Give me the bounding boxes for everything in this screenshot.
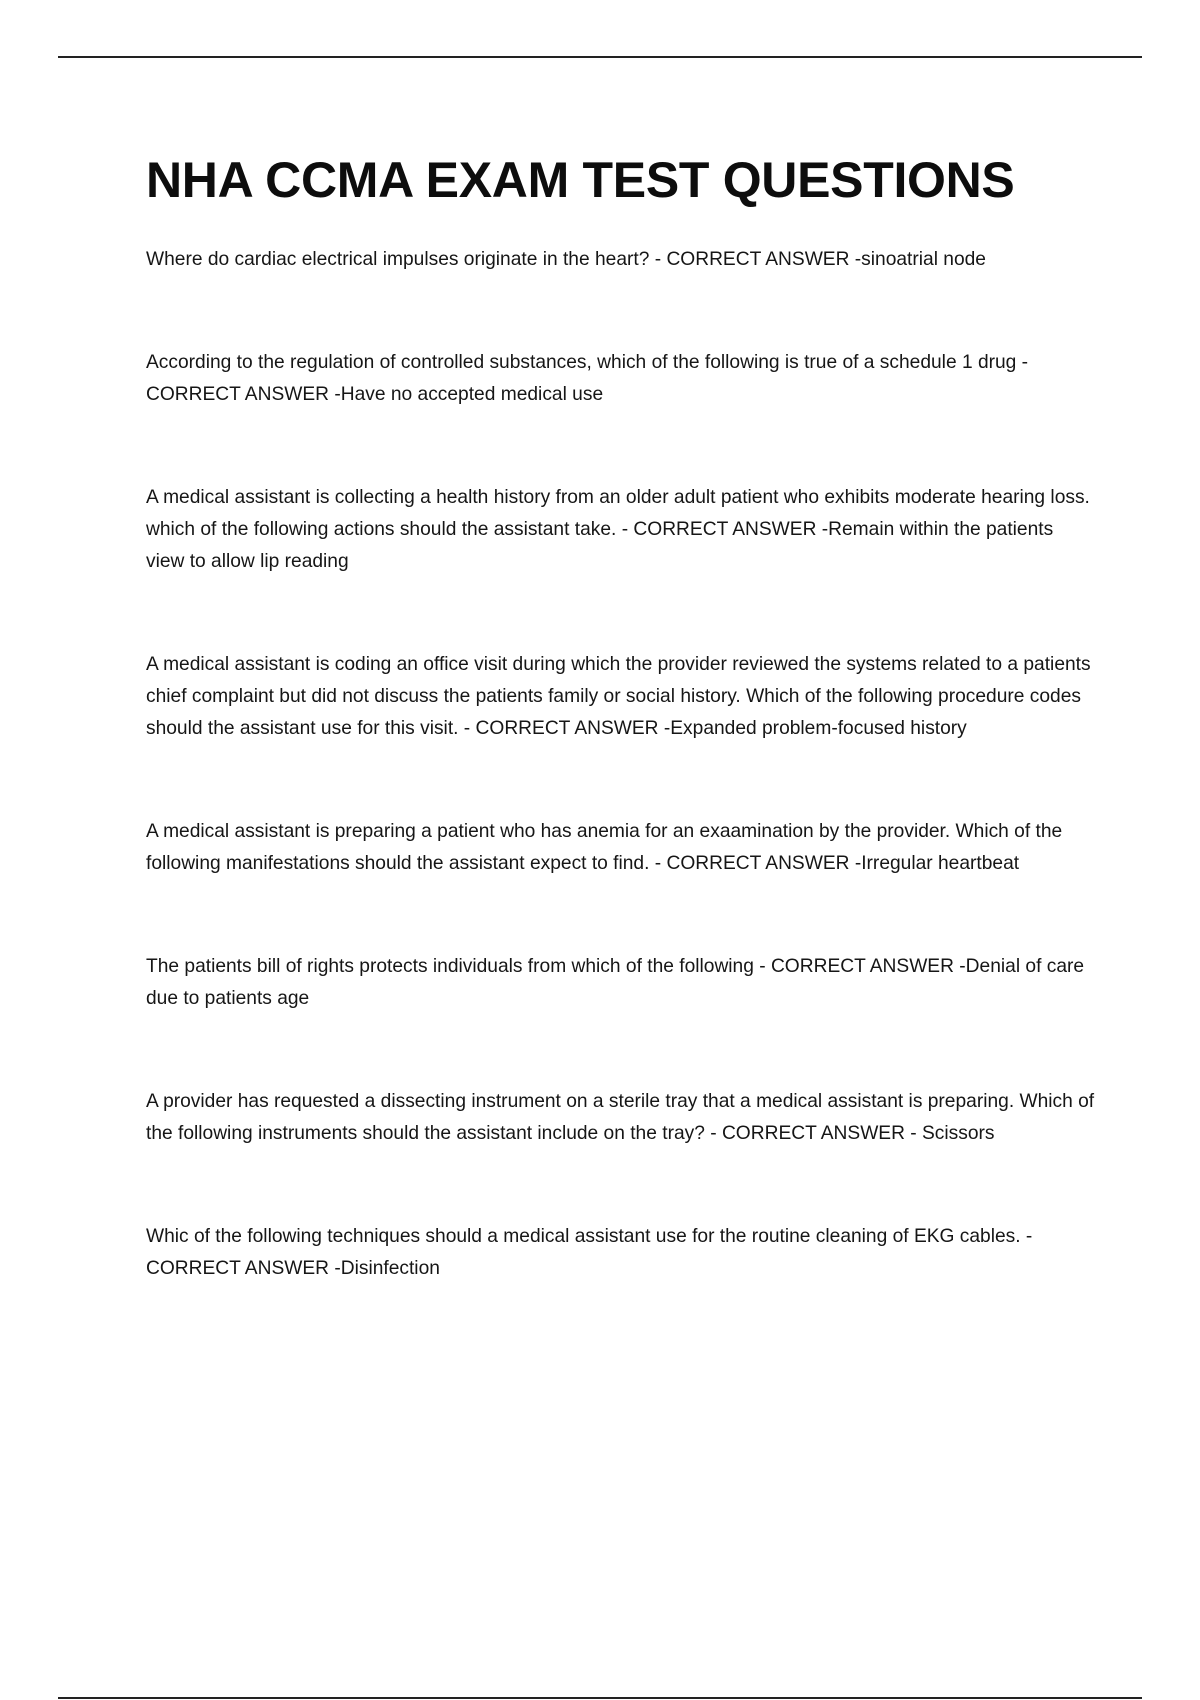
question-item: Whic of the following techniques should a medical assistant use for the routine cleaning of EKG cables. - CORRECT ANSWER -Disinfection: [146, 1226, 1033, 1279]
document-title: NHA CCMA EXAM TEST QUESTIONS: [146, 152, 1015, 208]
document-content: [146, 150, 1096, 1356]
question-item: According to the regulation of controlled substances, which of the following is true of a schedule 1 drug - CORRECT ANSWER -Have no accepted medical use: [146, 352, 1029, 405]
question-item: Where do cardiac electrical impulses originate in the heart? - CORRECT ANSWER -sinoatrial node: [146, 249, 986, 270]
top-divider: [58, 56, 1142, 58]
question-item: A medical assistant is collecting a health history from an older adult patient who exhibits moderate hearing loss. which of the following actions should the assistant take. - CORRECT ANSWER -Remain within the patients view to allow lip reading: [146, 487, 1090, 572]
question-list: [146, 244, 1096, 1285]
bottom-divider: [58, 1697, 1142, 1699]
question-item: A medical assistant is coding an office visit during which the provider reviewed the systems related to a patients chief complaint but did not discuss the patients family or social history. Which of the following procedure codes should the assistant use for this visit. - CORRECT ANSWER -Expanded problem-focused history: [146, 654, 1091, 739]
question-item: The patients bill of rights protects individuals from which of the following - CORRECT ANSWER -Denial of care due to patients age: [146, 956, 1085, 1009]
question-item: A provider has requested a dissecting instrument on a sterile tray that a medical assistant is preparing. Which of the following instruments should the assistant include on the tray? - CORRECT ANSWER - Scissors: [146, 1091, 1095, 1144]
question-item: A medical assistant is preparing a patient who has anemia for an exaamination by the provider. Which of the following manifestations should the assistant expect to find. - CORRECT ANSWER -Irregular heartbeat: [146, 821, 1063, 874]
